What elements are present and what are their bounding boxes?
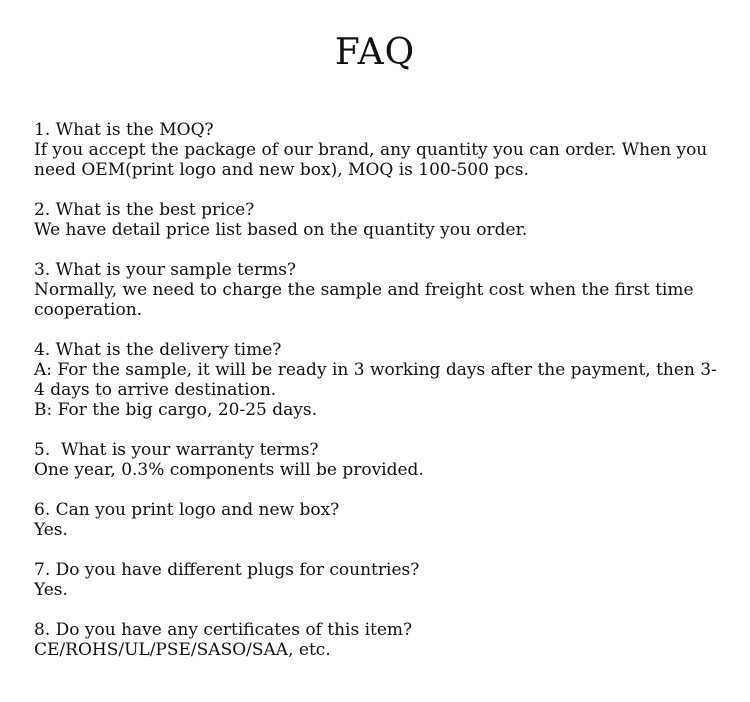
faq-question: 3. What is your sample terms?: [34, 260, 297, 280]
faq-item-price: [34, 200, 724, 240]
faq-question: 2. What is the best price?: [34, 200, 255, 220]
page-title: FAQ: [334, 32, 416, 73]
faq-item-certificates: [34, 620, 724, 660]
faq-answer: If you accept the package of our brand, any quantity you can order. When you need OEM(print logo and new box), MOQ is 100-500 pcs.: [34, 140, 713, 180]
faq-question: 6. Can you print logo and new box?: [34, 500, 340, 520]
faq-question: 4. What is the delivery time?: [34, 340, 282, 360]
faq-item-moq: [34, 120, 724, 180]
faq-answer: A: For the sample, it will be ready in 3 working days after the payment, then 3-4 days to arrive destination.: [34, 360, 717, 400]
faq-question: 8. Do you have any certificates of this item?: [34, 620, 413, 640]
faq-list: [34, 120, 724, 680]
faq-answer: One year, 0.3% components will be provided.: [34, 460, 424, 480]
faq-item-warranty: [34, 440, 724, 480]
faq-item-sample-terms: [34, 260, 724, 320]
faq-answer: Yes.: [34, 580, 68, 600]
faq-item-print-logo: [34, 500, 724, 540]
faq-answer: CE/ROHS/UL/PSE/SASO/SAA, etc.: [34, 640, 331, 660]
faq-question: 7. Do you have different plugs for countries?: [34, 560, 420, 580]
faq-item-plugs: [34, 560, 724, 600]
faq-item-delivery-time: [34, 340, 724, 420]
faq-answer: Yes.: [34, 520, 68, 540]
faq-question: 5. What is your warranty terms?: [34, 440, 319, 460]
faq-answer: Normally, we need to charge the sample and freight cost when the first time cooperation.: [34, 280, 699, 320]
faq-answer: We have detail price list based on the quantity you order.: [34, 220, 528, 240]
faq-answer-secondary: B: For the big cargo, 20-25 days.: [34, 400, 317, 420]
faq-question: 1. What is the MOQ?: [34, 120, 214, 140]
